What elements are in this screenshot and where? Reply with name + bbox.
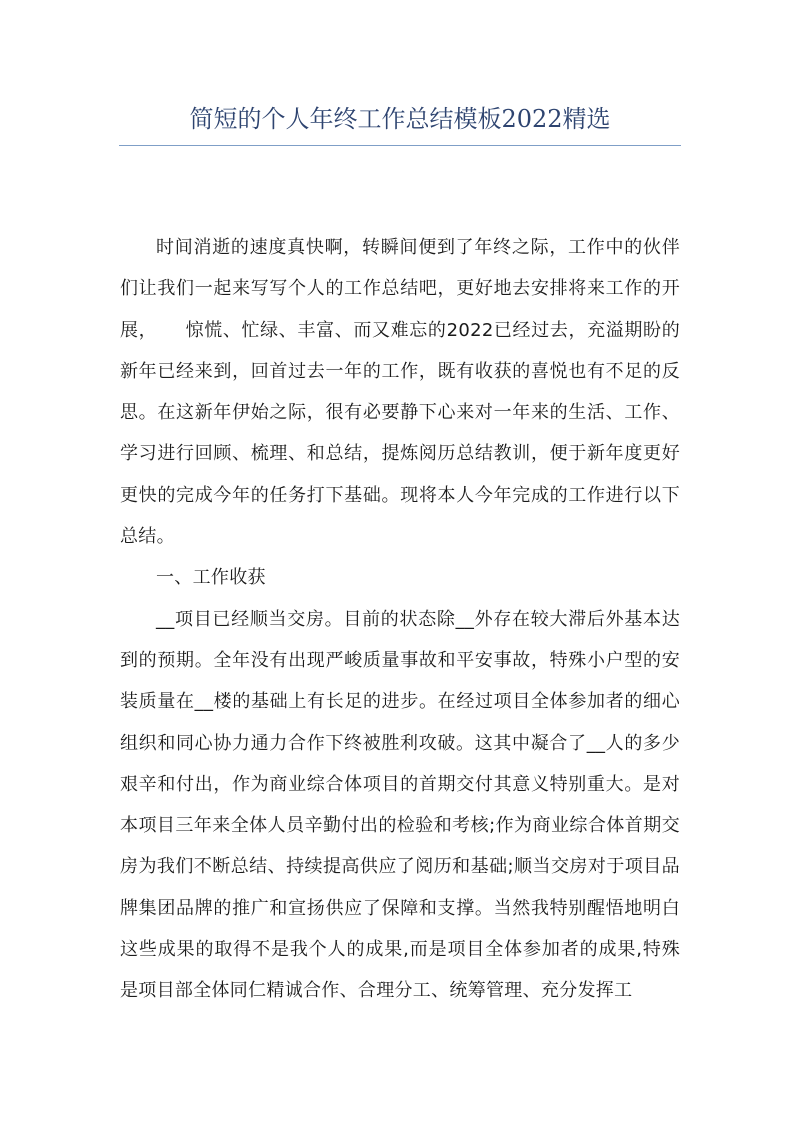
title-underline xyxy=(119,145,681,146)
document-body xyxy=(120,227,680,1012)
document-title: 简短的个人年终工作总结模板2022精选 xyxy=(189,105,611,133)
body-paragraph: __项目已经顺当交房。目前的状态除__外存在较大滞后外基本达到的预期。全年没有出现严峻质量事故和平安事故，特殊小户型的安装质量在__楼的基础上有长足的进步。在经过项目全体参加者的细心组织和同心协力通力合作下终被胜利攻破。这其中凝合了__人的多少艰辛和付出，作为商业综合体项目的首期交付其意义特别重大。是对本项目三年来全体人员辛勤付出的检验和考核;作为商业综合体首期交房为我们不断总结、持续提高供应了阅历和基础;顺当交房对于项目品牌集团品牌的推广和宣扬供应了保障和支撑。当然我特别醒悟地明白这些成果的取得不是我个人的成果,而是项目全体参加者的成果,特殊是项目部全体同仁精诚合作、合理分工、统筹管理、充分发挥工 xyxy=(120,608,680,1002)
section-heading: 一、工作收获 xyxy=(156,567,266,589)
intro-paragraph: 时间消逝的速度真快啊，转瞬间便到了年终之际，工作中的伙伴们让我们一起来写写个人的工作总结吧，更好地去安排将来工作的开展， 惊慌、忙绿、丰富、而又难忘的2022已经过去，充溢期盼的新年已经来到，回首过去一年的工作，既有收获的喜悦也有不足的反思。在这新年伊始之际，很有必要静下心来对一年来的生活、工作、学习进行回顾、梳理、和总结，提炼阅历总结教训，便于新年度更好更快的完成今年的任务打下基础。现将本人今年完成的工作进行以下总结。 xyxy=(120,237,680,548)
